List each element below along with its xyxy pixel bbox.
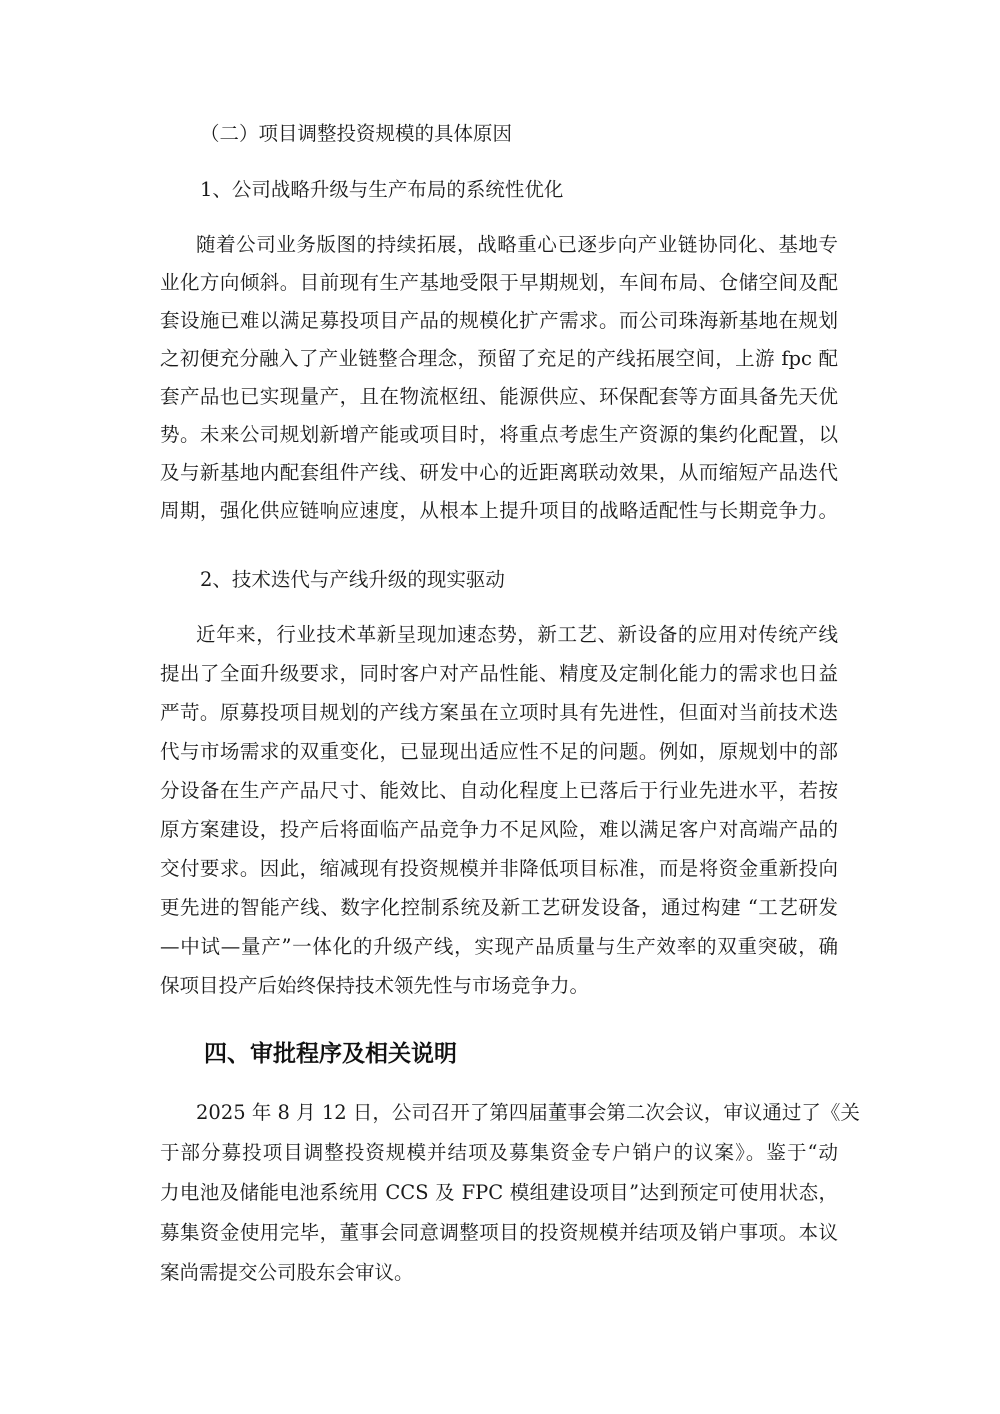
paragraph-3-line: 力电池及储能电池系统用 CCS 及 FPC 模组建设项目”达到预定可使用状态，	[160, 1181, 838, 1204]
paragraph-1-line: 势。未来公司规划新增产能或项目时，将重点考虑生产资源的集约化配置，以	[160, 423, 838, 446]
paragraph-3-line: 2025 年 8 月 12 日，公司召开了第四届董事会第二次会议，审议通过了《关	[196, 1101, 860, 1124]
paragraph-2-line: —中试—量产”一体化的升级产线，实现产品质量与生产效率的双重突破，确	[160, 935, 838, 958]
paragraph-2-line: 代与市场需求的双重变化，已显现出适应性不足的问题。例如，原规划中的部	[160, 740, 838, 763]
paragraph-1-line: 套产品也已实现量产，且在物流枢纽、能源供应、环保配套等方面具备先天优	[160, 385, 838, 408]
paragraph-1-line: 业化方向倾斜。目前现有生产基地受限于早期规划，车间布局、仓储空间及配	[160, 271, 838, 294]
section-4-heading: 四、审批程序及相关说明	[204, 1041, 457, 1067]
paragraph-3-line: 案尚需提交公司股东会审议。	[160, 1261, 414, 1284]
paragraph-2-line: 严苛。原募投项目规划的产线方案虽在立项时具有先进性，但面对当前技术迭	[160, 701, 838, 724]
paragraph-1-line: 周期，强化供应链响应速度，从根本上提升项目的战略适配性与长期竞争力。	[160, 499, 838, 522]
paragraph-2-line: 分设备在生产产品尺寸、能效比、自动化程度上已落后于行业先进水平，若按	[160, 779, 838, 802]
paragraph-1-line: 之初便充分融入了产业链整合理念，预留了充足的产线拓展空间，上游 fpc 配	[160, 347, 838, 370]
paragraph-2-line: 提出了全面升级要求，同时客户对产品性能、精度及定制化能力的需求也日益	[160, 662, 838, 685]
paragraph-2-line: 更先进的智能产线、数字化控制系统及新工艺研发设备，通过构建 “工艺研发	[160, 896, 838, 919]
paragraph-2-line: 交付要求。因此，缩减现有投资规模并非降低项目标准，而是将资金重新投向	[160, 857, 838, 880]
paragraph-1-line: 套设施已难以满足募投项目产品的规模化扩产需求。而公司珠海新基地在规划	[160, 309, 838, 332]
paragraph-2-line: 近年来，行业技术革新呈现加速态势，新工艺、新设备的应用对传统产线	[196, 623, 838, 646]
subsection-1-heading: 1、公司战略升级与生产布局的系统性优化	[200, 178, 564, 201]
section-heading: （二）项目调整投资规模的具体原因	[200, 122, 513, 145]
paragraph-3-line: 募集资金使用完毕，董事会同意调整项目的投资规模并结项及销户事项。本议	[160, 1221, 838, 1244]
paragraph-2-line: 原方案建设，投产后将面临产品竞争力不足风险，难以满足客户对高端产品的	[160, 818, 838, 841]
paragraph-1-line: 及与新基地内配套组件产线、研发中心的近距离联动效果，从而缩短产品迭代	[160, 461, 838, 484]
paragraph-1-line: 随着公司业务版图的持续拓展，战略重心已逐步向产业链协同化、基地专	[196, 233, 838, 256]
paragraph-2-line: 保项目投产后始终保持技术领先性与市场竞争力。	[160, 974, 590, 997]
subsection-2-heading: 2、技术迭代与产线升级的现实驱动	[200, 568, 505, 591]
paragraph-3-line: 于部分募投项目调整投资规模并结项及募集资金专户销户的议案》。鉴于“动	[160, 1141, 838, 1164]
